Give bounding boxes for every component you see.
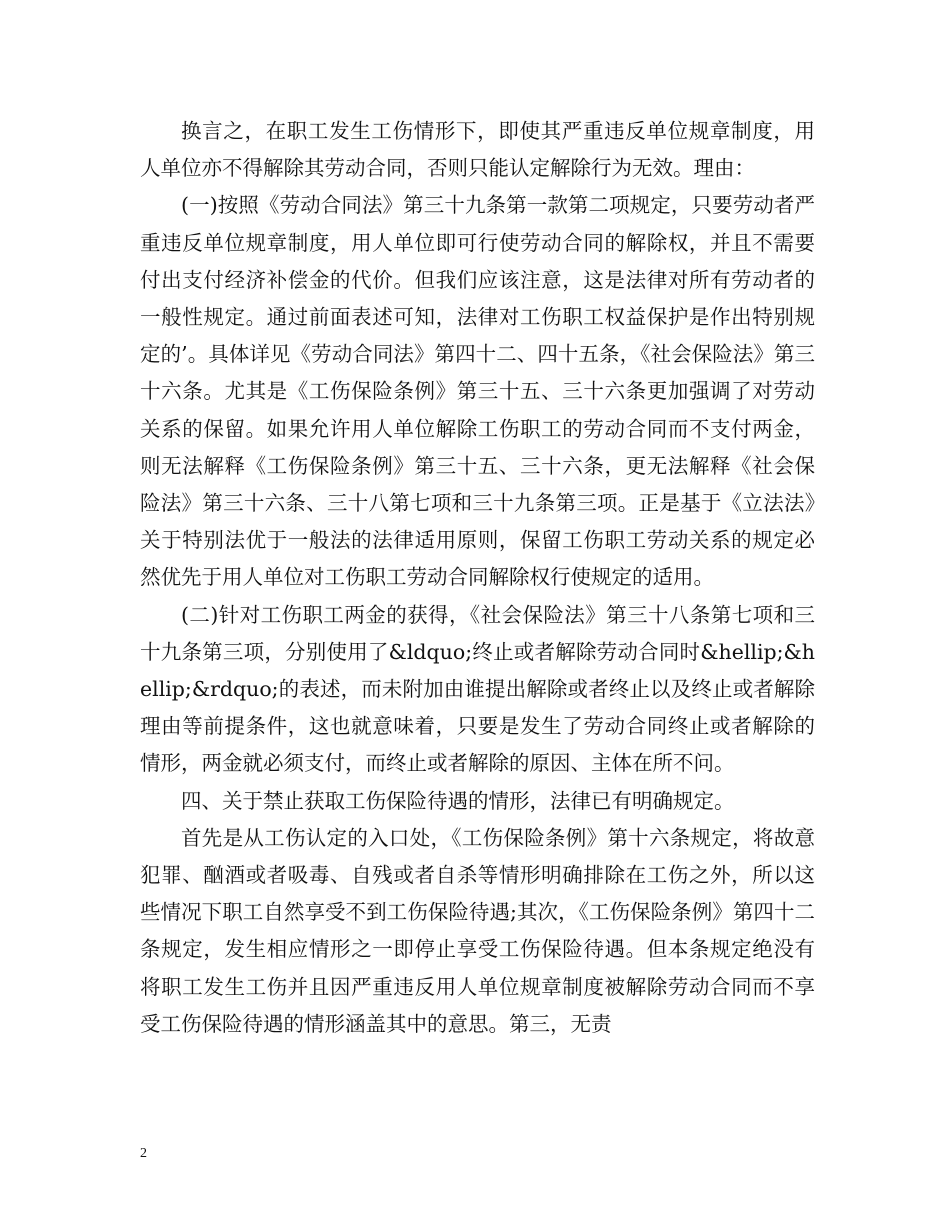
section-heading-four: 四、关于禁止获取工伤保险待遇的情形，法律已有明确规定。 [181, 788, 735, 813]
paragraph-conclusion: 换言之，在职工发生工伤情形下，即使其严重违反单位规章制度，用人单位亦不得解除其劳动合同，否则只能认定解除行为无效。理由： [140, 119, 815, 181]
paragraph-section-four-body: 首先是从工伤认定的入口处，《工伤保险条例》第十六条规定，将故意犯罪、酗酒或者吸毒、自残或者自杀等情形明确排除在工伤之外，所以这些情况下职工自然享受不到工伤保险待遇;其次，《工伤保险条例》第四十二条规定，发生相应情形之一即停止享受工伤保险待遇。但本条规定绝没有将职工发生工伤并且因严重违反用人单位规章制度被解除劳动合同而不享受工伤保险待遇的情形涵盖其中的意思。第三，无责 [140, 825, 815, 1036]
paragraph-reason-two: (二)针对工伤职工两金的获得，《社会保险法》第三十八条第七项和三十九条第三项，分别使用了&ldquo;终止或者解除劳动合同时&hellip;&hellip;&rdquo;的表述，而未附加由谁提出解除或者终止以及终止或者解除理由等前提条件，这也就意味着，只要是发生了劳动合同终止或者解除的情形，两金就必须支付，而终止或者解除的原因、主体在所不问。 [140, 602, 815, 776]
paragraph-reason-one: (一)按照《劳动合同法》第三十九条第一款第二项规定，只要劳动者严重违反单位规章制度，用人单位即可行使劳动合同的解除权，并且不需要付出支付经济补偿金的代价。但我们应该注意，这是法律对所有劳动者的一般性规定。通过前面表述可知，法律对工伤职工权益保护是作出特别规定的’。具体详见《劳动合同法》第四十二、四十五条，《社会保险法》第三十六条。尤其是《工伤保险条例》第三十五、三十六条更加强调了对劳动关系的保留。如果允许用人单位解除工伤职工的劳动合同而不支付两金，则无法解释《工伤保险条例》第三十五、三十六条，更无法解释《社会保险法》第三十六条、三十八第七项和三十九条第三项。正是基于《立法法》关于特别法优于一般法的法律适用原则，保留工伤职工劳动关系的规定必然优先于用人单位对工伤职工劳动合同解除权行使规定的适用。 [140, 193, 815, 590]
document-body [140, 113, 815, 1043]
page-number: 2 [140, 1146, 147, 1161]
